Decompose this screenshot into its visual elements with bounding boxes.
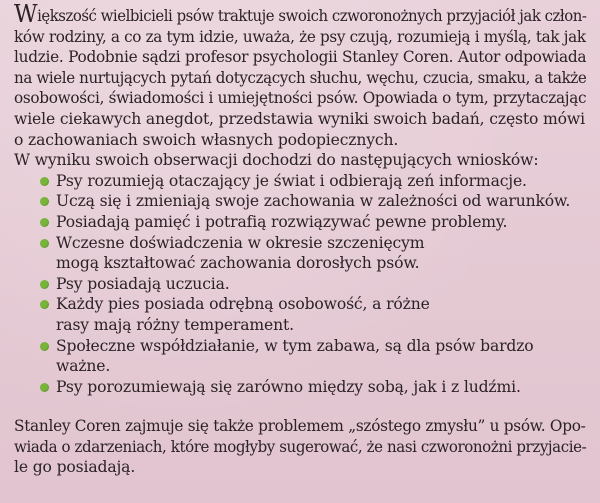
drop-letter: W xyxy=(14,0,38,28)
list-item-text: Każdy pies posiada odrębną osobowość, a różne rasy mają różny temperament. xyxy=(56,295,430,334)
list-item xyxy=(36,294,586,335)
list-item-text: Psy posiadają uczucia. xyxy=(56,274,230,293)
list-item xyxy=(36,336,586,377)
outro-line: le go posiadają. xyxy=(14,458,136,477)
list-item xyxy=(36,171,586,192)
intro-line: ków rodziny, a co za tym idzie, uważa, że psy czują, rozumieją i myślą, tak jak xyxy=(14,27,586,46)
list-item-text: Uczą się i zmieniają swoje zachowania w zależności od warunków. xyxy=(56,192,571,211)
list-item-text: Psy porozumiewają się zarówno między sobą, jak i z ludźmi. xyxy=(56,377,521,396)
list-item xyxy=(36,191,586,212)
outro-line: wiada o zdarzeniach, które mogłyby sugerować, że nasi czworonożni przyjacie- xyxy=(14,437,587,456)
list-item xyxy=(36,212,586,233)
intro-line: o zachowaniach swoich własnych podopiecznych. xyxy=(14,130,399,149)
intro-line: wiele ciekawych anegdot, przedstawia wyniki swoich badań, często mówi xyxy=(14,109,585,128)
green-bullet-icon xyxy=(40,239,49,248)
outro-line: Stanley Coren zajmuje się także problemem „szóstego zmysłu” u psów. Opo- xyxy=(14,417,586,436)
list-item-text: Wczesne doświadczenia w okresie szczenięcym mogą kształtować zachowania dorosłych psów. xyxy=(56,233,425,273)
blurb-text xyxy=(14,0,587,478)
intro-line: na wiele nurtujących pytań dotyczących słuchu, węchu, czucia, smaku, a także xyxy=(14,68,587,87)
green-bullet-icon xyxy=(40,218,49,227)
outro-paragraph xyxy=(14,416,586,478)
conclusions-lead: W wyniku swoich obserwacji dochodzi do następujących wniosków: xyxy=(14,151,539,170)
list-item xyxy=(36,377,586,398)
intro-line: Większość wielbicieli psów traktuje swoich czworonożnych przyjaciół jak człon- xyxy=(14,0,587,28)
list-item-text: Społeczne współdziałanie, w tym zabawa, są dla psów bardzo ważne. xyxy=(56,336,534,376)
green-bullet-icon xyxy=(40,342,49,351)
green-bullet-icon xyxy=(40,280,49,289)
green-bullet-icon xyxy=(40,197,49,206)
list-item xyxy=(36,233,586,274)
intro-line: osobowości, świadomości i umiejętności psów. Opowiada o tym, przytaczając xyxy=(14,89,587,108)
conclusions-list xyxy=(14,171,586,398)
list-item-text: Psy rozumieją otaczający je świat i odbierają zeń informacje. xyxy=(56,171,527,190)
green-bullet-icon xyxy=(40,177,49,186)
green-bullet-icon xyxy=(40,383,49,392)
list-item-text: Posiadają pamięć i potrafią rozwiązywać pewne problemy. xyxy=(56,212,508,231)
intro-line: ludzie. Podobnie sądzi profesor psychologii Stanley Coren. Autor odpowiada xyxy=(14,48,587,67)
list-item xyxy=(36,274,586,295)
green-bullet-icon xyxy=(40,300,49,309)
intro-paragraph xyxy=(14,0,587,150)
